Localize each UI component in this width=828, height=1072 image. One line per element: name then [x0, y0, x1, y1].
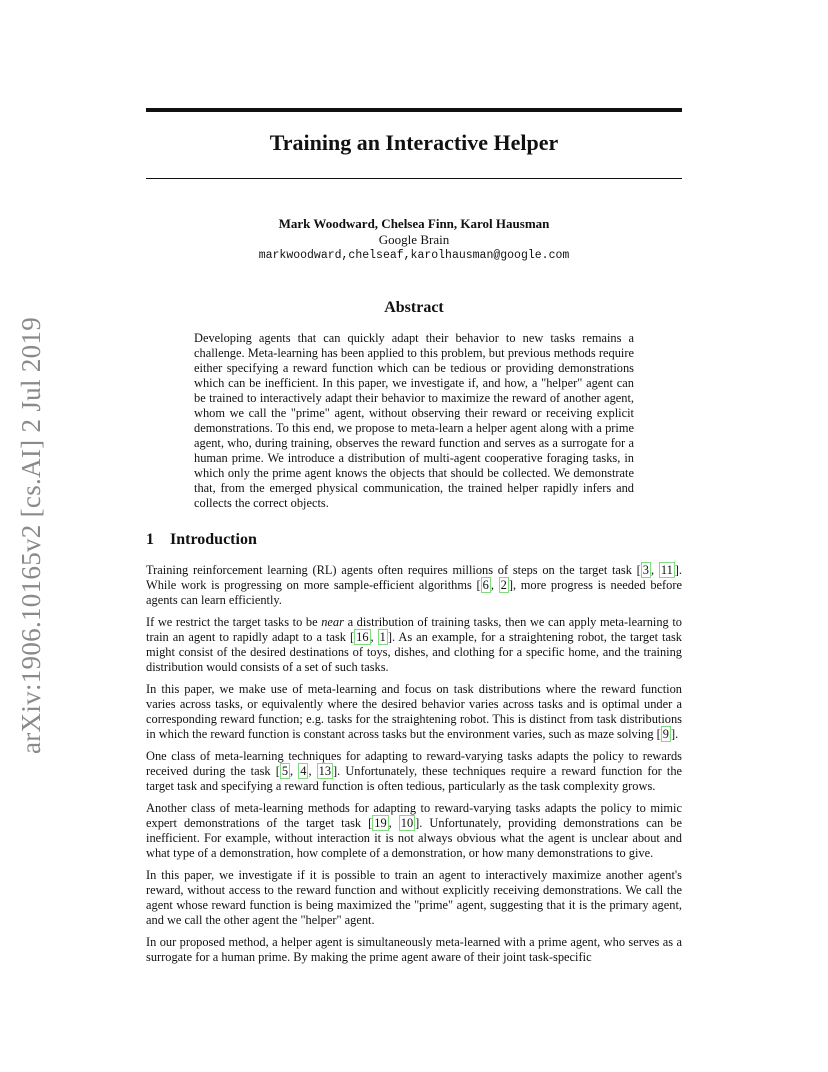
citation-link[interactable]: 5	[281, 764, 289, 778]
citation-link[interactable]: 6	[482, 578, 489, 592]
abstract-heading: Abstract	[384, 299, 444, 316]
abstract-text: Developing agents that can quickly adapt their behavior to new tasks remains a challenge. Meta-learning has been applied to this problem, but previous methods require either specifying a reward function which can be tedious or providing demonstrations which can be inefficient. In this paper, we investigate if, and how, a "helper" agent can be trained to interactively adapt their behavior to maximize the reward of another agent, whom we call the "prime" agent, without observing their reward or receiving explicit demonstrations. To this end, we propose to meta-learn a helper agent along with a prime agent, who, during training, observes the reward function and serves as a surrogate for a human prime. We introduce a distribution of multi-agent cooperative foraging tasks, in which only the prime agent knows the objects that should be collected. We demonstrate that, from the emerged physical communication, the trained helper rapidly infers and collects the correct objects.	[194, 331, 634, 510]
emphasis: near	[321, 615, 344, 629]
paragraph: In our proposed method, a helper agent is simultaneously meta-learned with a prime agent, who serves as a surrogate for a human prime. By making the prime agent aware of their joint task-specific	[146, 935, 682, 964]
citation-link[interactable]: 4	[300, 764, 307, 778]
author-names: Mark Woodward, Chelsea Finn, Karol Hausman	[278, 216, 550, 231]
section-title: Introduction	[170, 531, 257, 548]
citation-link[interactable]: 16	[356, 630, 369, 644]
citation-link[interactable]: 3	[642, 563, 649, 577]
paragraph: In this paper, we make use of meta-learning and focus on task distributions where the reward function varies across tasks, or equivalently where the desired behavior varies across tasks and is optimal under a corresponding reward function; e.g. tasks for the straightening robot. This is distinct from task distributions in which the reward function is constant across tasks but the environment varies, such as maze solving [ 9 ].	[146, 682, 682, 741]
paragraph: In this paper, we investigate if it is possible to train an agent to interactively maximize another agent's reward, without access to the reward function and without explicitly receiving demonstrations. We call the agent whose reward function is being maximized the "prime" agent, suggesting that it is the primary agent, and we call the other agent the "helper" agent.	[146, 868, 682, 927]
author-block	[146, 216, 682, 264]
paragraph: Another class of meta-learning methods for adapting to reward-varying tasks adapts the policy to mimic expert demonstrations of the target task [ 19 , 10 ]. Unfortunately, providing demonstrations can be inefficient. For example, without interaction it is not always obvious what the agent is unclear about and what type of a demonstration, how complete of a demonstration, or how many demonstrations to give.	[146, 801, 682, 860]
citation-link[interactable]: 11	[660, 563, 673, 577]
citation-link[interactable]: 13	[318, 764, 332, 778]
section-heading	[146, 531, 257, 549]
paragraph: If we restrict the target tasks to be near a distribution of training tasks, then we can apply meta-learning to train an agent to rapidly adapt to a task [ 16 , 1 ]. As an example, for a straightening robot, the target task might consist of the desired destinations of toys, dishes, and clothing for a specific home, and the training distribution would consists of a set of such tasks.	[146, 615, 682, 674]
citation-link[interactable]: 10	[400, 816, 414, 830]
citation-link[interactable]: 2	[500, 578, 507, 592]
citation-link[interactable]: 9	[662, 727, 669, 741]
citation-link[interactable]: 19	[374, 816, 387, 830]
arxiv-stamp-text: arXiv:1906.10165v2 [cs.AI] 2 Jul 2019	[16, 316, 47, 754]
title-rule-bottom	[146, 178, 682, 179]
paragraph: One class of meta-learning techniques for adapting to reward-varying tasks adapts the policy to rewards received during the task [ 5 , 4 , 13 ]. Unfortunately, these techniques require a reward function for the target task and specifying a reward function is often tedious, particularly as the task complexity grows.	[146, 749, 683, 793]
paper-title: Training an Interactive Helper	[269, 130, 559, 155]
section-number: 1	[146, 531, 154, 548]
title-rule-top	[146, 108, 682, 112]
author-affiliation: Google Brain	[378, 232, 450, 247]
arxiv-stamp	[2, 310, 62, 760]
section-body	[146, 563, 682, 972]
citation-link[interactable]: 1	[379, 630, 386, 644]
author-email: markwoodward,chelseaf,karolhausman@google.com	[258, 249, 570, 262]
paragraph: Training reinforcement learning (RL) agents often requires millions of steps on the target task [ 3 , 11 ]. While work is progressing on more sample-efficient algorithms [ 6 , 2 ], more progress is needed before agents can learn efficiently.	[146, 563, 682, 607]
